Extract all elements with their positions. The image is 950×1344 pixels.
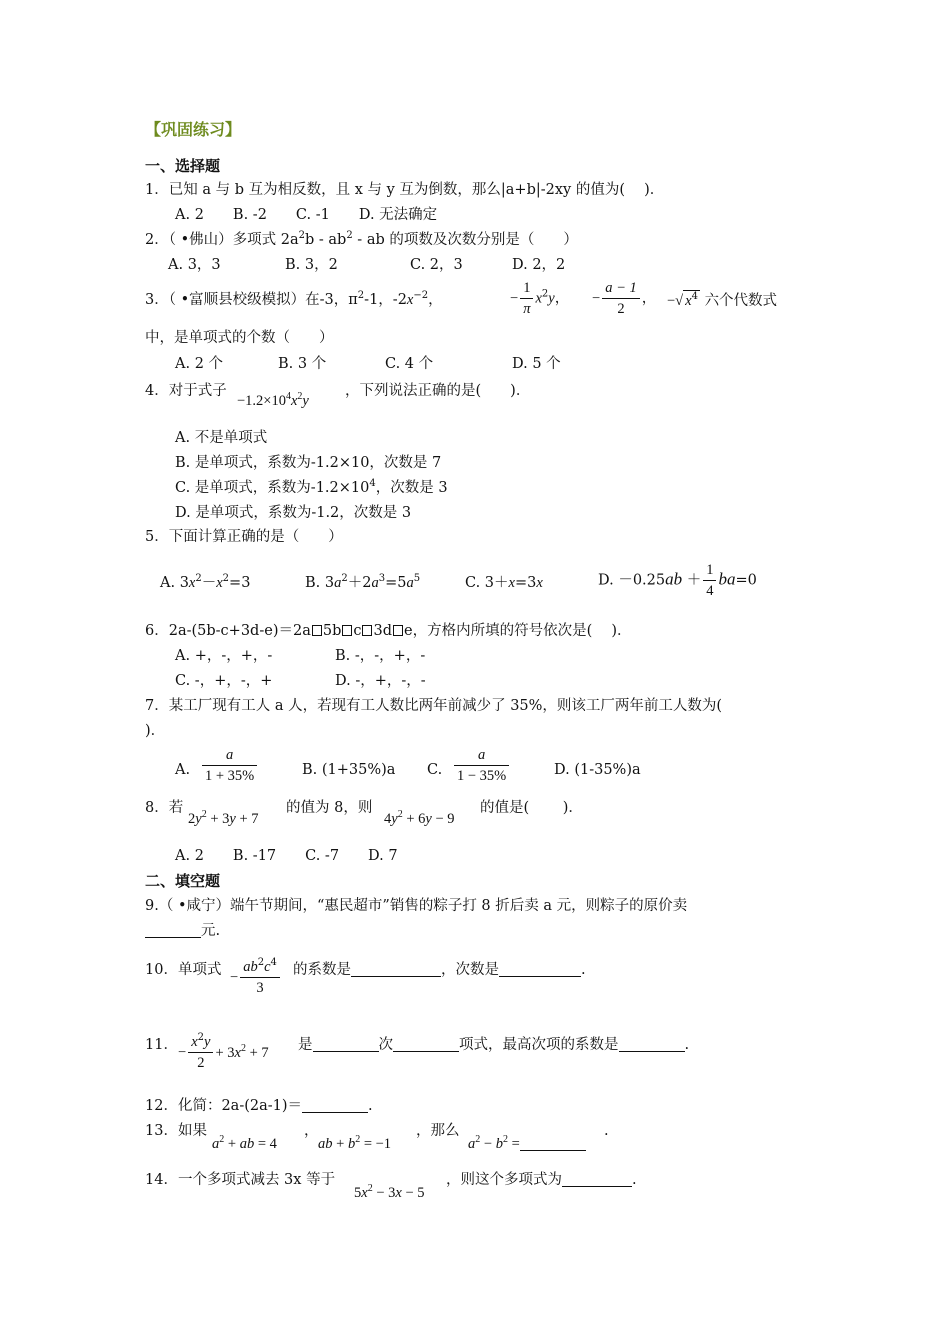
question-11-label: 11． [145, 1037, 178, 1053]
question-5-option-d: D. －0.25ab ＋ $\frac{1}{4}$ ba=0 [598, 562, 757, 599]
question-3-stem: 3．（ •富顺县校级模拟）在-3，$\pi^2-1$，$-2x^{-2}$， [145, 290, 443, 308]
question-13-stem-start: 13．如果 [145, 1123, 207, 1139]
question-3-option-c: C. 4 个 [385, 356, 434, 372]
question-8-stem-mid: 的值为 8，则 [286, 800, 373, 816]
question-5-option-b: B. $3a^2+2a^3=5a^5$ [305, 573, 421, 591]
section-heading-choice: 一、选择题 [145, 157, 221, 175]
section-heading-fill: 二、填空题 [145, 872, 221, 890]
question-7-option-a-label: A. [175, 762, 191, 778]
answer-blank[interactable] [145, 925, 201, 938]
question-2-option-a: A. 3，3 [168, 257, 221, 273]
question-4-stem-end: ，下列说法正确的是( )． [345, 383, 531, 399]
question-7-stem: 7．某工厂现有工人 a 人，若现有工人数比两年前减少了 35%，则该工厂两年前工人数为( [145, 698, 723, 714]
question-13-tail: . [604, 1123, 609, 1139]
answer-blank-coefficient[interactable] [351, 964, 441, 977]
question-10-stem-mid: 的系数是 ，次数是 . [293, 962, 586, 978]
question-6-option-d: D. -，+，-，- [335, 673, 426, 689]
question-7-option-d: D. (1-35%)a [554, 762, 641, 778]
answer-blank[interactable] [562, 1174, 632, 1187]
question-8-expression-1: $2y^2 + 3y + 7$ [188, 809, 259, 827]
question-5-option-c: C. 3＋x=3x [465, 575, 543, 591]
question-6-stem: 6．2a-(5b-c+3d-e)＝2a 5b c 3d e，方格内所填的符号依次是( )． [145, 623, 632, 639]
question-4-option-d: D. 是单项式，系数为-1.2，次数是 3 [175, 505, 412, 521]
question-2-option-b: B. 3，2 [285, 257, 338, 273]
question-6-option-a: A. +，-，+，- [175, 648, 273, 664]
question-7-option-c-label: C. [427, 762, 443, 778]
question-10-stem-start: 10．单项式 [145, 962, 222, 978]
question-11-stem: 是 次 项式，最高次项的系数是 . [298, 1037, 690, 1053]
question-11-polynomial: − $\frac{x^2y}{2}$ + $3x^2 + 7$ [178, 1032, 269, 1071]
question-3-expr-a-minus-1: − $\frac{a - 1}{2}$ ， [592, 280, 657, 317]
question-3-expr-fraction: − $\frac{1}{\pi}$ $x^2y$， [510, 280, 570, 317]
question-3-option-a: A. 2 个 [175, 356, 224, 372]
question-1-options: A. 2 B. -2 C. -1 D. 无法确定 [175, 207, 438, 223]
question-9-line2: 元. [145, 921, 220, 941]
question-2-stem: 2．（ •佛山）多项式 $2a^2b - ab^2$ - ab 的项数及次数分别是（ ） [145, 230, 578, 248]
question-13-stem-mid: ，那么 [416, 1123, 460, 1139]
question-8-options: A. 2 B. -17 C. -7 D. 7 [175, 848, 398, 864]
section-title: 【巩固练习】 [145, 120, 242, 139]
question-14-stem-start: 14．一个多项式减去 3x 等于 [145, 1172, 336, 1188]
question-7-option-a-fraction: $\frac{a}{1 + 35\%}$ [200, 745, 259, 786]
question-5-stem: 5．下面计算正确的是（ ） [145, 529, 343, 545]
question-4-stem-start: 4．对于式子 [145, 383, 227, 399]
answer-blank-degree[interactable] [499, 964, 581, 977]
question-8-stem-start: 8．若 [145, 800, 184, 816]
question-6-option-c: C. -，+，-，+ [175, 673, 273, 689]
question-4-option-a: A. 不是单项式 [175, 430, 268, 446]
question-7-line2: )． [145, 723, 166, 739]
question-5-option-a: A. $3x^2-x^2=3$ [160, 573, 251, 591]
question-3-expr-root: −√ $x^4$ 六个代数式 [667, 291, 778, 309]
question-14-expression: $5x^2 - 3x - 5$ [354, 1183, 425, 1201]
answer-blank-degree[interactable] [313, 1039, 379, 1052]
question-1-stem: 1．已知 a 与 b 互为相反数，且 x 与 y 互为倒数，那么|a+b|-2xy 的值为( )． [145, 182, 665, 198]
answer-blank-coefficient[interactable] [619, 1039, 685, 1052]
question-13-comma: ， [304, 1123, 319, 1139]
question-13-target: $a^2 - b^2$ = [468, 1134, 586, 1154]
question-7-option-c-fraction: $\frac{a}{1 - 35\%}$ [452, 745, 511, 786]
question-8-expression-2: $4y^2 + 6y - 9$ [384, 809, 455, 827]
question-4-expression: $-1.2\times 10^4x^2y$ [237, 391, 309, 409]
question-13-condition-2: ab + $b^2 = -1$ [318, 1134, 392, 1152]
question-13-condition-1: $a^2$ + ab = 4 [212, 1134, 277, 1152]
answer-blank[interactable] [302, 1100, 368, 1113]
question-14-stem-end: ，则这个多项式为 . [446, 1172, 637, 1188]
question-7-option-b: B. (1+35%)a [302, 762, 396, 778]
question-2-option-d: D. 2，2 [512, 257, 566, 273]
question-8-stem-end: 的值是( )． [480, 800, 583, 816]
question-2-option-c: C. 2，3 [410, 257, 463, 273]
question-10-monomial: − $\frac{ab^2c^4}{3}$ [230, 957, 282, 998]
question-3-option-b: B. 3 个 [278, 356, 327, 372]
answer-blank-terms[interactable] [393, 1039, 459, 1052]
question-12: 12．化简：2a-(2a-1)＝ . [145, 1098, 373, 1114]
question-4-option-b: B. 是单项式，系数为-1.2×10，次数是 7 [175, 455, 442, 471]
question-3-option-d: D. 5 个 [512, 356, 561, 372]
question-4-option-c: C. 是单项式，系数为$-1.2\times 10^4$，次数是 3 [175, 478, 448, 496]
question-6-option-b: B. -，-，+，- [335, 648, 426, 664]
question-9-stem: 9.（ •咸宁）端午节期间，“惠民超市”销售的粽子打 8 折后卖 a 元，则粽子的原价卖 [145, 898, 688, 914]
question-3-line2: 中，是单项式的个数（ ） [145, 330, 334, 346]
answer-blank[interactable] [520, 1138, 586, 1151]
